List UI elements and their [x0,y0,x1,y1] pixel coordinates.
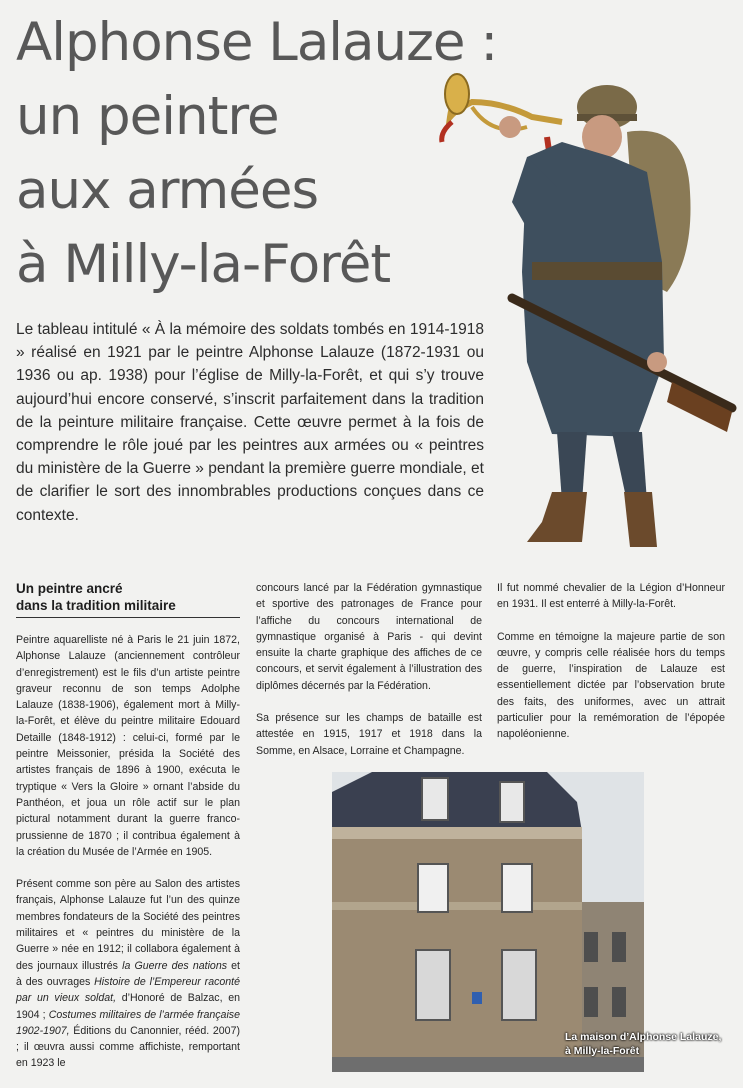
section-heading [16,580,240,618]
body-paragraph: Peintre aquarelliste né à Paris le 21 juin 1872, Alphonse Lalauze (anciennement contrôleur d’enregistrement) est le fils d’un artiste peintre graveur reconnu de son temps Adolphe Lalauze (1838-1906), également mort à Milly-la-Forêt, et élève du peintre militaire Edouard Detaille (1848-1912) : celui-ci, formé par le peintre Meissonier, présida la Société des artistes français de 1896 à 1900, exécuta le tryptique « Vers la Gloire » ornant l’abside du Panthéon, et joua un rôle actif sur le plan pictural notamment durant la guerre franco-prussienne de 1870 ; il contribua également à la création du Musée de l’Armée en 1905. [16,634,240,858]
house-photo [332,772,644,1072]
body-paragraph: Comme en témoigne la majeure partie de son œuvre, y compris celle réalisée hors du temps de guerre, l’inspiration de Lalauze est essentiellement dictée par l’observation brute des faits, des uniformes, avec un attrait particulier pour la remémoration de l’épopée napoléonienne. [497,630,725,741]
text-column-3 [497,580,725,759]
text-run: Présent comme son père au Salon des artistes français, Alphonse Lalauze fut l’un des quinze membres fondateurs de la Société des peintres militaires et « peintres du ministère de la Guerre » née en 1912; il collabora également à des journaux illustrés [16,878,240,972]
title-line: Alphonse Lalauze : [16,12,498,73]
body-paragraph: Sa présence sur les champs de bataille est attestée en 1915, 1917 et 1918 dans la Somme, en Alsace, Lorraine et Champagne. [256,712,482,757]
section-heading-line: Un peintre ancré [16,581,123,596]
text-run: d’Honoré de Balzac, en 1904 ; [16,992,240,1021]
section-heading-line: dans la tradition militaire [16,598,176,613]
article-title [16,6,497,302]
body-paragraph: concours lancé par la Fédération gymnastique et sportive des patronages de France pour l’affiche du concours international de gymnastique organisé à Paris - qui devint ensuite la charte graphique des affiches de ce concours, et servit également à l’illustration des diplômes décernés par la Fédération. [256,582,482,692]
title-italic: Histoire de l’Empereur raconté par un vieux soldat, [16,975,240,1005]
intro-paragraph: Le tableau intitulé « À la mémoire des soldats tombés en 1914-1918 » réalisé en 1921 par le peintre Alphonse Lalauze (1872-1931 ou 1936 ou ap. 1938) pour l’église de Milly-la-Forêt, et qui s’y trouve aujourd’hui encore conservé, s’inscrit parfaitement dans la tradition de la peinture militaire française. Cette œuvre permet à la fois de comprendre le rôle joué par les peintres aux armées ou « peintres du ministère de la Guerre » pendant la première guerre mondiale, et de clarifier le sort des innombrables productions conçues dans ce contexte. [16,321,484,524]
text-column-2 [256,580,482,775]
photo-caption [565,1030,735,1058]
house-photo-drawing [332,772,644,1072]
body-paragraph [16,876,240,1072]
body-paragraph: Il fut nommé chevalier de la Légion d’Honneur en 1931. Il est enterré à Milly-la-Forêt. [497,582,725,611]
caption-line: à Milly-la-Forêt [565,1045,640,1057]
title-line: à Milly-la-Forêt [16,234,391,295]
text-run: Éditions du Canonnier, rééd. 2007) ; il œuvra aussi comme affichiste, remportant en 1923 le [16,1024,240,1070]
title-line: un peintre [16,86,279,147]
caption-line: La maison d’Alphonse Lalauze, [565,1031,722,1043]
text-run: et à des ouvrages [16,959,241,988]
title-line: aux armées [16,160,319,221]
title-italic: la Guerre des nations [122,959,228,972]
text-column-1 [16,580,240,1088]
title-italic: Costumes militaires de l’armée française 1902-1907, [16,1008,240,1037]
